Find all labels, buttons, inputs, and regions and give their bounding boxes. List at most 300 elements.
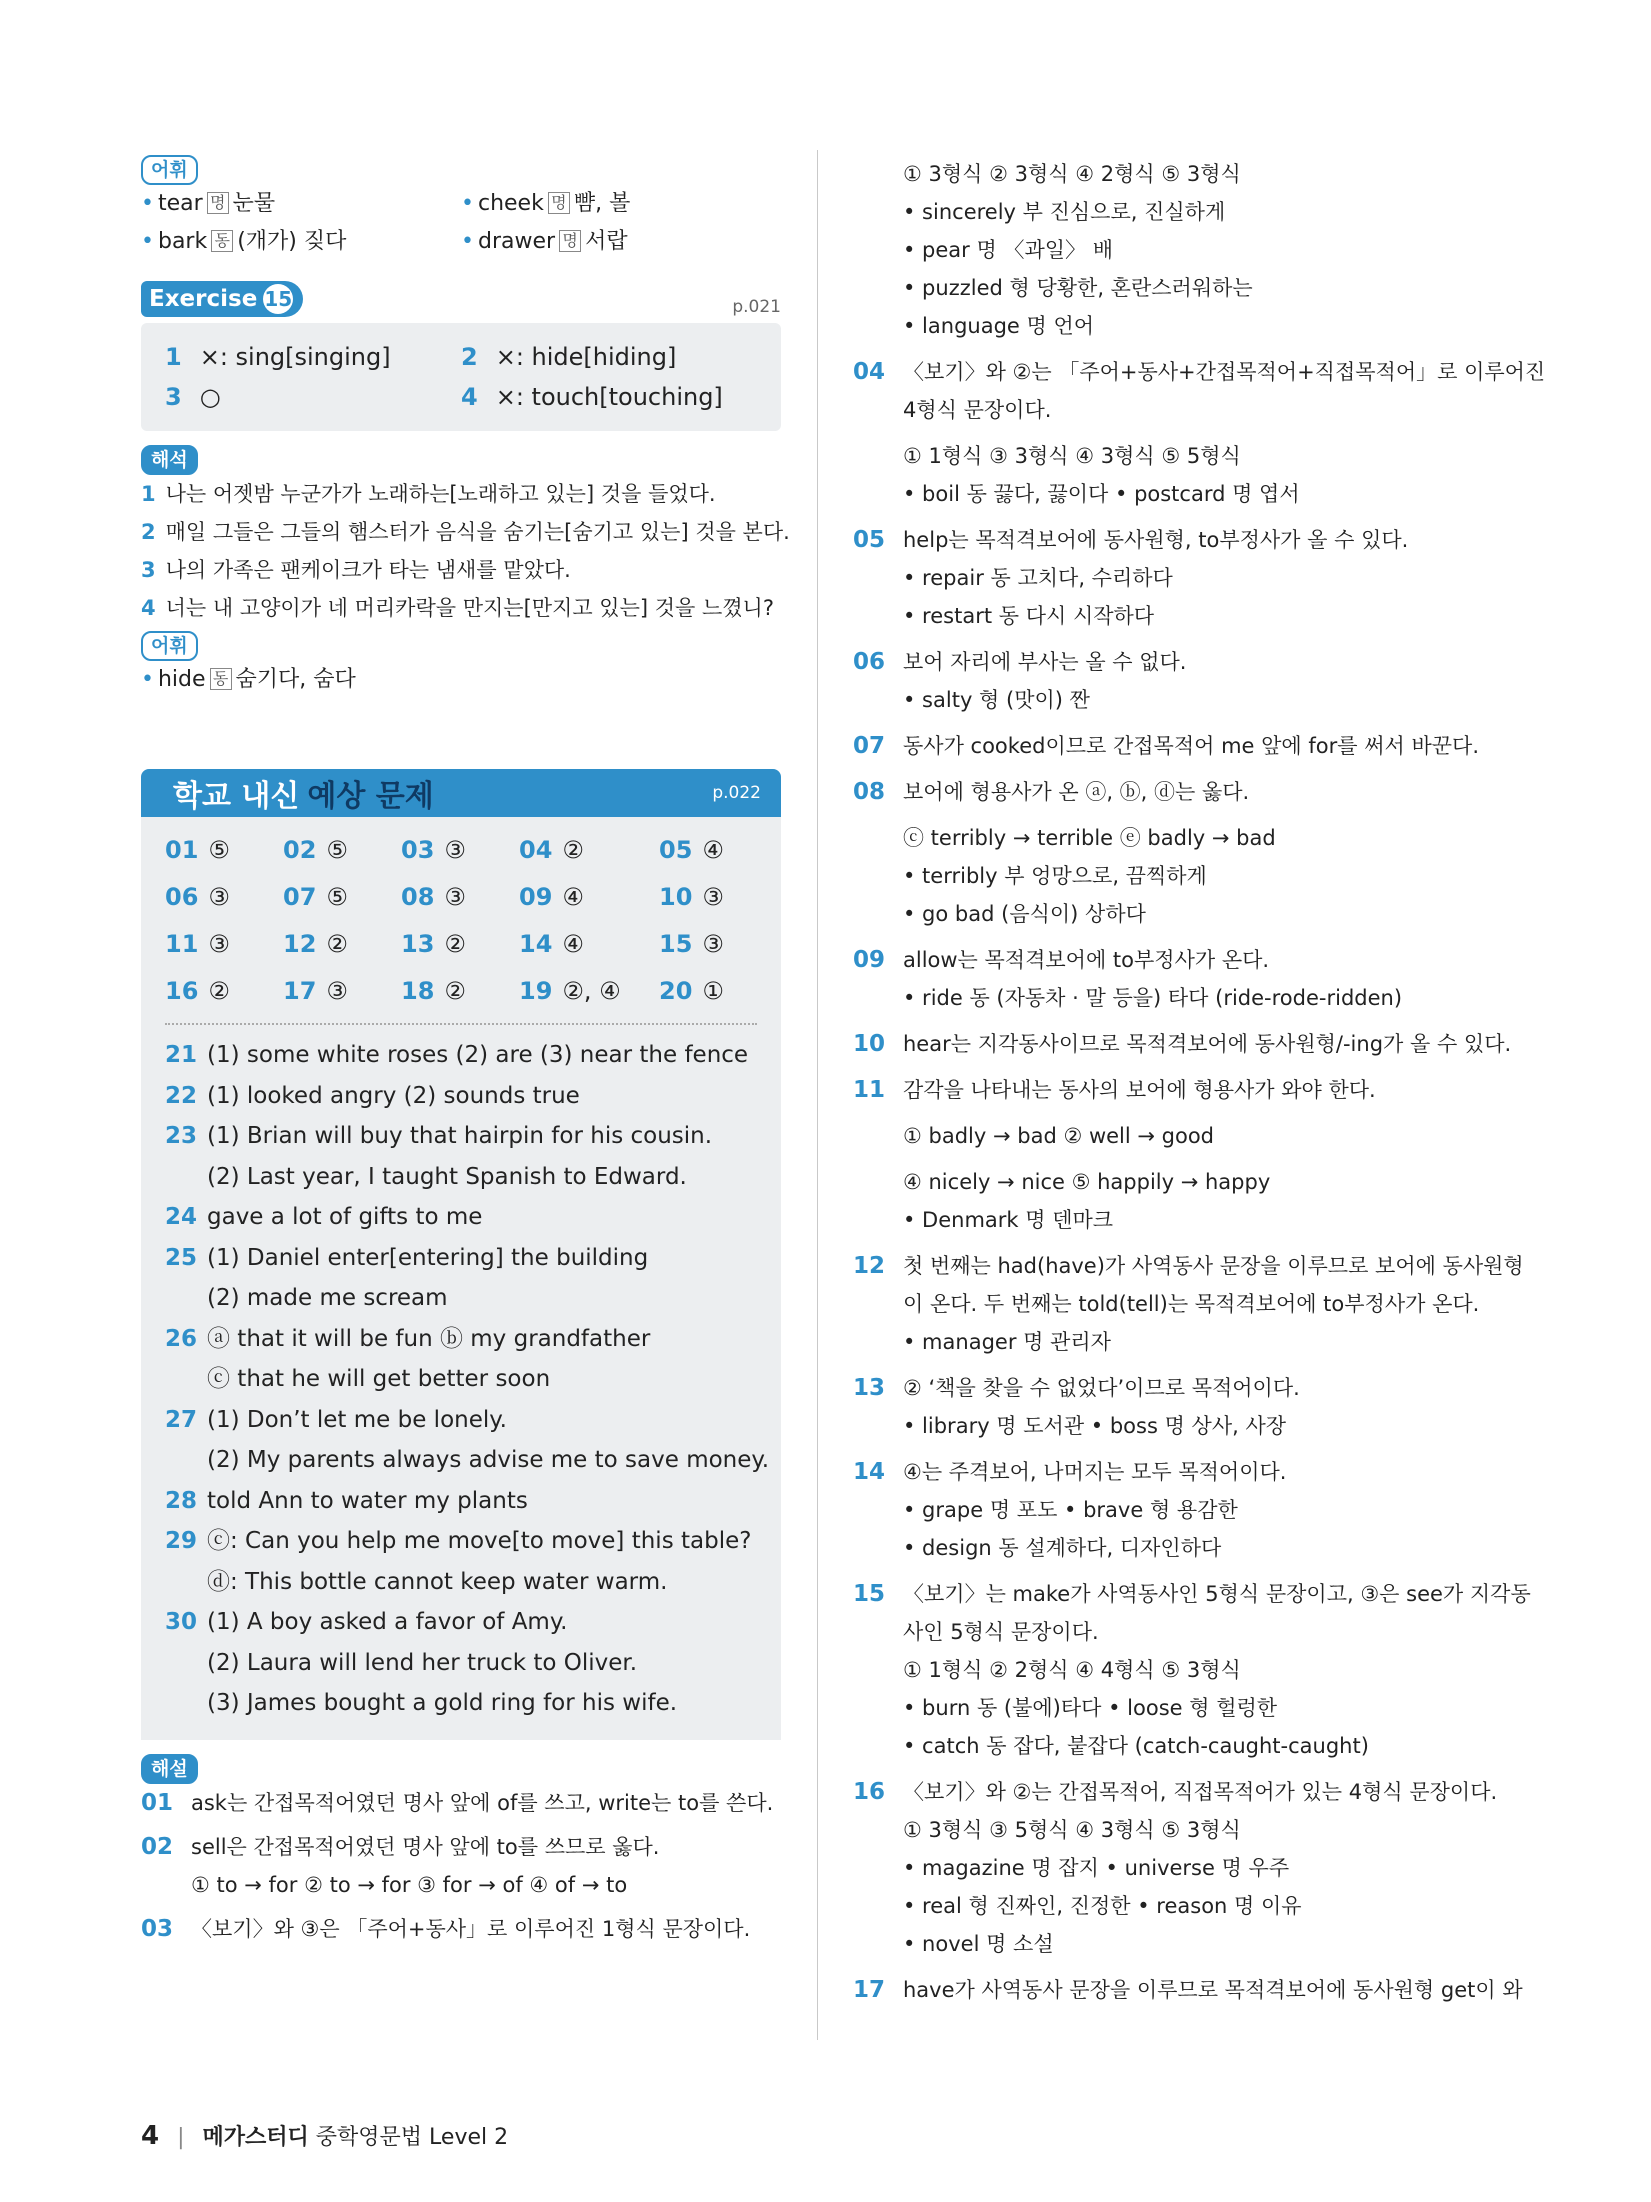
explanation-text: • puzzled 형 당황한, 혼란스러워하는 <box>903 276 1253 300</box>
long-answer-text: (1) Brian will buy that hairpin for his cousin. <box>207 1123 713 1149</box>
grid-answer-number: 18 <box>401 977 435 1005</box>
long-answer-number: 28 <box>165 1487 198 1514</box>
interp-number: 1 <box>141 482 156 506</box>
grid-answer <box>283 874 401 921</box>
explanation-line <box>853 773 1513 811</box>
vocab-item <box>141 223 461 261</box>
long-answer-text: (1) A boy asked a favor of Amy. <box>207 1609 568 1635</box>
explanation-text: 보어 자리에 부사는 올 수 없다. <box>903 650 1187 674</box>
explanation-line <box>853 1071 1513 1109</box>
vocab-tag: 어휘 <box>141 155 198 185</box>
grid-answer <box>401 827 519 874</box>
grid-answer-value: ① <box>702 977 724 1005</box>
explanation-line <box>853 1849 1513 1887</box>
explanation-text: • go bad (음식이) 상하다 <box>903 902 1146 926</box>
explanation-line <box>853 941 1513 979</box>
exercise-answer-text: ○ <box>199 383 221 411</box>
explanation-text: ① 1형식 ③ 3형식 ④ 3형식 ⑤ 5형식 <box>903 444 1241 468</box>
explanation-list <box>141 1784 781 1948</box>
grid-answer-number: 07 <box>283 883 317 911</box>
interp-text: 나는 어젯밤 누군가가 노래하는[노래하고 있는] 것을 들었다. <box>165 482 716 506</box>
explanation-line <box>853 391 1513 429</box>
exercise-answer-text: ×: touch[touching] <box>495 383 723 411</box>
exercise-row <box>165 377 757 417</box>
exercise-answer-number: 2 <box>461 343 478 371</box>
explanation-line <box>853 1453 1513 1491</box>
long-answer-number: 23 <box>165 1123 198 1149</box>
long-answers <box>165 1035 770 1724</box>
explanation-text: ② ‘책을 찾을 수 없었다’이므로 목적어이다. <box>903 1376 1300 1400</box>
interp-number: 3 <box>141 558 156 582</box>
explanation-text: 첫 번째는 had(have)가 사역동사 문장을 이루므로 보어에 동사원형 <box>903 1254 1524 1278</box>
long-answer-number: 24 <box>165 1204 198 1230</box>
explanation-text: 〈보기〉와 ②는 「주어+동사+간접목적어+직접목적어」로 이루어진 <box>903 360 1546 384</box>
exercise-answer-number: 1 <box>165 343 182 371</box>
explanation-text: • Denmark 명 덴마크 <box>903 1208 1114 1232</box>
exercise-answer <box>165 377 461 417</box>
grid-answer-number: 05 <box>659 836 693 864</box>
explanation-number: 01 <box>141 1789 174 1816</box>
long-answer <box>165 1602 757 1643</box>
explanation-line <box>853 1727 1513 1765</box>
explanation-text: • library 명 도서관 • boss 명 상사, 사장 <box>903 1414 1287 1438</box>
interp-line <box>141 475 781 513</box>
explanation-text: • burn 동 (불에)타다 • loose 형 헐렁한 <box>903 1696 1278 1720</box>
vocab-item <box>461 223 781 261</box>
interp-line <box>141 589 781 627</box>
explanation-line <box>853 1285 1513 1323</box>
explanation-line <box>853 1529 1513 1567</box>
long-answer <box>165 1481 757 1522</box>
long-answer-text: (3) James bought a gold ring for his wife. <box>207 1690 678 1716</box>
grid-answer-number: 14 <box>519 930 553 958</box>
grid-answer <box>659 827 759 874</box>
grid-answer-number: 02 <box>283 836 317 864</box>
explanation-line <box>853 1925 1513 1963</box>
explanation-number: 09 <box>853 947 886 973</box>
explanation-text: • magazine 명 잡지 • universe 명 우주 <box>903 1856 1290 1880</box>
explanation-text: 4형식 문장이다. <box>903 398 1052 422</box>
vocab-item <box>461 185 781 223</box>
explanation-text: • catch 동 잡다, 붙잡다 (catch-caught-caught) <box>903 1734 1369 1758</box>
explanation-line <box>853 1811 1513 1849</box>
grid-answer-number: 16 <box>165 977 199 1005</box>
explanation-line <box>141 1828 781 1866</box>
grid-answer <box>165 921 283 968</box>
grid-answer-number: 15 <box>659 930 693 958</box>
section-title-2: 예상 문제 <box>307 779 434 814</box>
answer-grid <box>165 827 757 1015</box>
grid-answer-number: 04 <box>519 836 553 864</box>
grid-answer-value: ③ <box>444 836 466 864</box>
explanation-number: 07 <box>853 733 886 759</box>
vocab-item <box>141 185 461 223</box>
interp-tag: 해석 <box>141 445 198 475</box>
explanation-text: 감각을 나타내는 동사의 보어에 형용사가 와야 한다. <box>903 1078 1376 1102</box>
vocab-word: drawer <box>477 229 556 254</box>
explanation-line <box>853 857 1513 895</box>
explanation-line <box>853 353 1546 391</box>
explanation-line <box>853 681 1513 719</box>
long-answer <box>165 1643 757 1684</box>
exercise-header <box>141 281 781 317</box>
grid-answer-number: 01 <box>165 836 199 864</box>
grid-answer-value: ② <box>562 836 584 864</box>
explanation-line <box>853 193 1513 231</box>
grid-answer <box>519 968 659 1015</box>
explanation-line <box>853 1613 1513 1651</box>
interp-list <box>141 475 790 627</box>
explanation-number: 12 <box>853 1253 886 1279</box>
long-answer-number: 21 <box>165 1042 198 1068</box>
explanation-text: ① badly → bad ② well → good <box>903 1124 1215 1148</box>
long-answer-text: (2) made me scream <box>207 1285 448 1311</box>
vocab-word: hide <box>157 667 206 692</box>
interp-text: 매일 그들은 그들의 햄스터가 음식을 숨기는[숨기고 있는] 것을 본다. <box>165 520 790 544</box>
grid-answer-value: ② <box>326 930 348 958</box>
long-answer-text: (1) looked angry (2) sounds true <box>207 1082 580 1109</box>
grid-answer-value: ③ <box>444 883 466 911</box>
right-column <box>853 155 1546 2009</box>
explanation-text: ① 3형식 ③ 5형식 ④ 3형식 ⑤ 3형식 <box>903 1818 1241 1842</box>
grid-answer-value: ③ <box>326 977 348 1005</box>
exercise-answer <box>461 337 757 377</box>
bullet-icon: • <box>461 191 474 216</box>
explanation-text: 사인 5형식 문장이다. <box>903 1620 1099 1644</box>
explanation-number: 15 <box>853 1581 886 1607</box>
exercise-answer-text: ×: sing[singing] <box>199 343 391 371</box>
explanation-text: ④는 주격보어, 나머지는 모두 목적어이다. <box>903 1460 1287 1484</box>
explanation-line <box>853 437 1513 475</box>
section-title-1: 학교 내신 <box>173 779 300 814</box>
grid-answer-number: 03 <box>401 836 435 864</box>
exercise-label: Exercise <box>149 286 258 312</box>
explanation-text: • pear 명 〈과일〉 배 <box>903 238 1113 262</box>
explanation-line <box>853 155 1513 193</box>
long-answer <box>165 1116 757 1157</box>
explanation-line <box>853 597 1513 635</box>
grid-answer-value: ④ <box>562 930 584 958</box>
grid-answer-number: 10 <box>659 883 693 911</box>
long-answer <box>165 1359 757 1400</box>
long-answer <box>165 1440 770 1481</box>
grid-answer-value: ④ <box>702 836 724 864</box>
explanation-number: 04 <box>853 359 886 385</box>
bullet-icon: • <box>461 229 474 254</box>
grid-answer <box>283 827 401 874</box>
grid-answer <box>659 968 759 1015</box>
grid-answer <box>165 827 283 874</box>
grid-answer-value: ② <box>444 977 466 1005</box>
long-answer-text: (2) Last year, I taught Spanish to Edward. <box>207 1163 687 1190</box>
section-header <box>141 769 781 817</box>
grid-answer-number: 17 <box>283 977 317 1005</box>
grid-answer <box>283 921 401 968</box>
long-answer-text: (1) Daniel enter[entering] the building <box>207 1244 649 1271</box>
long-answer-text: ⓓ: This bottle cannot keep water warm. <box>207 1568 668 1595</box>
grid-answer-value: ② <box>208 977 230 1005</box>
grid-answer <box>519 827 659 874</box>
footer-separator: | <box>177 2125 185 2150</box>
explanation-line <box>141 1866 781 1904</box>
vocab-word: bark <box>157 229 208 254</box>
explanation-line <box>853 895 1513 933</box>
exercise-answer-number: 4 <box>461 383 478 411</box>
explanation-text: • design 동 설계하다, 디자인하다 <box>903 1536 1222 1560</box>
long-answer-number: 27 <box>165 1406 198 1433</box>
explanation-line <box>141 1910 781 1948</box>
section-page-ref: p.022 <box>712 783 761 803</box>
exercise-number: 15 <box>263 284 293 314</box>
explanation-text: • novel 명 소설 <box>903 1932 1054 1956</box>
vocab-item <box>141 661 461 699</box>
grid-answer-number: 08 <box>401 883 435 911</box>
long-answer <box>165 1278 757 1319</box>
explanation-number: 13 <box>853 1375 886 1401</box>
explanation-line <box>853 1651 1513 1689</box>
long-answer-number: 30 <box>165 1609 198 1635</box>
explanation-line <box>853 1887 1513 1925</box>
interp-text: 나의 가족은 팬케이크가 타는 냄새를 맡았다. <box>165 558 571 582</box>
grid-answer-value: ③ <box>208 883 230 911</box>
explanation-text: hear는 지각동사이므로 목적격보어에 동사원형/-ing가 올 수 있다. <box>903 1032 1512 1056</box>
explanation-text: ① 1형식 ② 2형식 ④ 4형식 ⑤ 3형식 <box>903 1658 1241 1682</box>
explanation-line <box>853 559 1513 597</box>
explanation-line <box>853 269 1513 307</box>
grid-answer <box>165 874 283 921</box>
vocab-meaning: 숨기다, 숨다 <box>235 667 356 692</box>
explanation-number: 14 <box>853 1459 886 1485</box>
column-divider <box>817 150 818 2040</box>
explanation-text: ⓒ terribly → terrible ⓔ badly → bad <box>903 826 1276 850</box>
explanation-line <box>853 727 1513 765</box>
long-answer-text: (2) Laura will lend her truck to Oliver. <box>207 1649 638 1676</box>
explanation-text: help는 목적격보어에 동사원형, to부정사가 올 수 있다. <box>903 528 1409 552</box>
exercise-answer <box>165 337 461 377</box>
explanation-line <box>853 1247 1524 1285</box>
explanation-text: ① to → for ② to → for ③ for → of ④ of → to <box>191 1872 628 1897</box>
pos-badge: 동 <box>210 668 232 690</box>
explanation-text: allow는 목적격보어에 to부정사가 온다. <box>903 948 1270 972</box>
footer-brand: 메가스터디 <box>202 2125 309 2150</box>
grid-answer <box>659 874 759 921</box>
bullet-icon: • <box>141 229 154 254</box>
footer-title: 중학영문법 Level 2 <box>315 2125 509 2150</box>
explanation-line <box>853 307 1513 345</box>
explanation-text: • real 형 진짜인, 진정한 • reason 명 이유 <box>903 1894 1302 1918</box>
grid-answer-number: 20 <box>659 977 693 1005</box>
grid-answer-value: ⑤ <box>326 883 348 911</box>
grid-answer-number: 06 <box>165 883 199 911</box>
explanation-text: have가 사역동사 문장을 이루므로 목적격보어에 동사원형 get이 와 <box>903 1978 1523 2002</box>
long-answer <box>165 1035 757 1076</box>
grid-answer-value: ② <box>444 930 466 958</box>
explanation-line <box>853 1689 1513 1727</box>
grid-answer <box>283 968 401 1015</box>
grid-answer-value: ④ <box>562 883 584 911</box>
explanation-line <box>853 1971 1523 2009</box>
interp-text: 너는 내 고양이가 네 머리카락을 만지는[만지고 있는] 것을 느꼈니? <box>165 596 774 620</box>
explanation-number: 03 <box>141 1915 174 1942</box>
explanation-line <box>853 1117 1513 1155</box>
explanation-text: 〈보기〉와 ③은 「주어+동사」로 이루어진 1형식 문장이다. <box>191 1916 751 1941</box>
explanation-text: ① 3형식 ② 3형식 ④ 2형식 ⑤ 3형식 <box>903 162 1241 186</box>
page-number: 4 <box>141 2121 160 2151</box>
explanation-line <box>853 819 1513 857</box>
section-answer-box <box>141 817 781 1740</box>
long-answer-text: ⓒ: Can you help me move[to move] this table? <box>207 1528 752 1554</box>
explanation-line <box>853 1491 1513 1529</box>
long-answer <box>165 1683 757 1724</box>
explanation-line <box>853 475 1513 513</box>
long-answer-text: (2) My parents always advise me to save money. <box>207 1447 770 1473</box>
pos-badge: 동 <box>211 230 233 252</box>
left-column <box>141 155 790 1948</box>
long-answer-text: (1) Don’t let me be lonely. <box>207 1406 507 1433</box>
explanation-text: • repair 동 고치다, 수리하다 <box>903 566 1173 590</box>
explanation-text: • manager 명 관리자 <box>903 1330 1111 1354</box>
exercise-page-ref: p.021 <box>732 297 781 317</box>
explanation-number: 16 <box>853 1779 886 1805</box>
long-answer <box>165 1157 757 1198</box>
long-answer-text: ⓒ that he will get better soon <box>207 1366 551 1392</box>
vocab-tag-2: 어휘 <box>141 631 198 661</box>
explanation-text: 이 온다. 두 번째는 told(tell)는 목적격보어에 to부정사가 온다. <box>903 1292 1480 1316</box>
pos-badge: 명 <box>548 192 570 214</box>
pos-badge: 명 <box>207 192 229 214</box>
vocab-list-2 <box>141 661 781 699</box>
explanation-text: • language 명 언어 <box>903 314 1095 338</box>
explanation-text: • restart 동 다시 시작하다 <box>903 604 1155 628</box>
grid-answer-value: ②, ④ <box>562 977 621 1005</box>
interp-line <box>141 551 781 589</box>
grid-answer-number: 09 <box>519 883 553 911</box>
long-answer <box>165 1197 757 1238</box>
explanation-text: • terribly 부 엉망으로, 끔찍하게 <box>903 864 1207 888</box>
grid-answer-number: 12 <box>283 930 317 958</box>
long-answer-text: (1) some white roses (2) are (3) near the fence <box>207 1042 749 1068</box>
explanation-text: • ride 동 (자동차 · 말 등을) 타다 (ride-rode-ridden) <box>903 986 1403 1010</box>
explanation-text: 동사가 cooked이므로 간접목적어 me 앞에 for를 써서 바꾼다. <box>903 734 1479 758</box>
explanation-line <box>853 979 1513 1017</box>
long-answer-text: ⓐ that it will be fun ⓑ my grandfather <box>207 1325 651 1352</box>
long-answer <box>165 1521 757 1562</box>
explanation-text: ask는 간접목적어였던 명사 앞에 of를 쓰고, write는 to를 쓴다. <box>191 1790 774 1815</box>
grid-answer <box>165 968 283 1015</box>
long-answer-number: 22 <box>165 1082 198 1109</box>
explanation-number: 06 <box>853 649 886 675</box>
interp-number: 2 <box>141 520 156 544</box>
exercise-row <box>165 337 757 377</box>
grid-answer-value: ③ <box>702 883 724 911</box>
bullet-icon: • <box>141 191 154 216</box>
vocab-meaning: (개가) 짖다 <box>237 229 347 254</box>
explanation-line <box>853 1773 1513 1811</box>
explanation-number: 11 <box>853 1077 886 1103</box>
exercise-answer-text: ×: hide[hiding] <box>495 343 677 371</box>
vocab-meaning: 뺨, 볼 <box>573 191 631 216</box>
explanation-number: 02 <box>141 1833 174 1860</box>
explanation-text: ④ nicely → nice ⑤ happily → happy <box>903 1170 1271 1194</box>
explanation-line <box>853 1407 1513 1445</box>
grid-answer-value: ③ <box>702 930 724 958</box>
grid-answer <box>519 874 659 921</box>
dotted-divider <box>165 1023 757 1025</box>
vocab-meaning: 서랍 <box>585 229 628 254</box>
long-answer <box>165 1076 757 1117</box>
exercise-answer-box <box>141 323 781 431</box>
grid-answer-value: ③ <box>208 930 230 958</box>
grid-answer-number: 19 <box>519 977 553 1005</box>
explanation-number: 08 <box>853 779 886 805</box>
long-answer <box>165 1238 757 1279</box>
grid-answer-number: 11 <box>165 930 199 958</box>
long-answer-text: told Ann to water my plants <box>207 1487 528 1514</box>
explanation-number: 10 <box>853 1031 886 1057</box>
explanation-number: 17 <box>853 1977 886 2003</box>
explanation-text: 보어에 형용사가 온 ⓐ, ⓑ, ⓓ는 옳다. <box>903 780 1250 804</box>
grid-answer <box>401 921 519 968</box>
explanation-line <box>853 643 1513 681</box>
explanation-text: 〈보기〉는 make가 사역동사인 5형식 문장이고, ③은 see가 지각동 <box>903 1582 1531 1606</box>
interp-line <box>141 513 790 551</box>
explanation-line <box>853 1369 1513 1407</box>
bullet-icon: • <box>141 667 154 692</box>
vocab-list <box>141 185 781 261</box>
long-answer-number: 29 <box>165 1528 198 1554</box>
explanation-line <box>853 231 1513 269</box>
explanation-text: • boil 동 끓다, 끓이다 • postcard 명 엽서 <box>903 482 1300 506</box>
grid-answer <box>401 968 519 1015</box>
explanation-line <box>853 1323 1513 1361</box>
expl-tag: 해설 <box>141 1754 198 1784</box>
explanation-line <box>141 1784 781 1822</box>
explanation-text: sell은 간접목적어였던 명사 앞에 to를 쓰므로 옳다. <box>191 1834 660 1859</box>
long-answer <box>165 1562 757 1603</box>
exercise-answer-number: 3 <box>165 383 182 411</box>
long-answer-text: gave a lot of gifts to me <box>207 1204 483 1230</box>
explanation-line <box>853 1201 1513 1239</box>
footer <box>141 2120 508 2151</box>
vocab-word: tear <box>157 191 203 216</box>
exercise-badge <box>141 281 303 317</box>
explanation-text: • grape 명 포도 • brave 형 용감한 <box>903 1498 1238 1522</box>
long-answer-number: 26 <box>165 1325 198 1352</box>
explanation-line <box>853 1575 1531 1613</box>
long-answer <box>165 1319 757 1360</box>
vocab-meaning: 눈물 <box>232 191 276 216</box>
exercise-answer <box>461 377 757 417</box>
grid-answer <box>401 874 519 921</box>
explanation-text: • salty 형 (맛이) 짠 <box>903 688 1090 712</box>
explanation-number: 05 <box>853 527 886 553</box>
explanation-text: 〈보기〉와 ②는 간접목적어, 직접목적어가 있는 4형식 문장이다. <box>903 1780 1498 1804</box>
pos-badge: 명 <box>559 230 581 252</box>
grid-answer <box>659 921 759 968</box>
long-answer <box>165 1400 757 1441</box>
vocab-word: cheek <box>477 191 544 216</box>
explanation-line <box>853 1025 1513 1063</box>
grid-answer-number: 13 <box>401 930 435 958</box>
grid-answer-value: ⑤ <box>326 836 348 864</box>
explanation-line <box>853 1163 1513 1201</box>
grid-answer <box>519 921 659 968</box>
explanation-text: • sincerely 부 진심으로, 진실하게 <box>903 200 1226 224</box>
grid-answer-value: ⑤ <box>208 836 230 864</box>
interp-number: 4 <box>141 596 156 620</box>
long-answer-number: 25 <box>165 1244 198 1271</box>
explanation-line <box>853 521 1513 559</box>
